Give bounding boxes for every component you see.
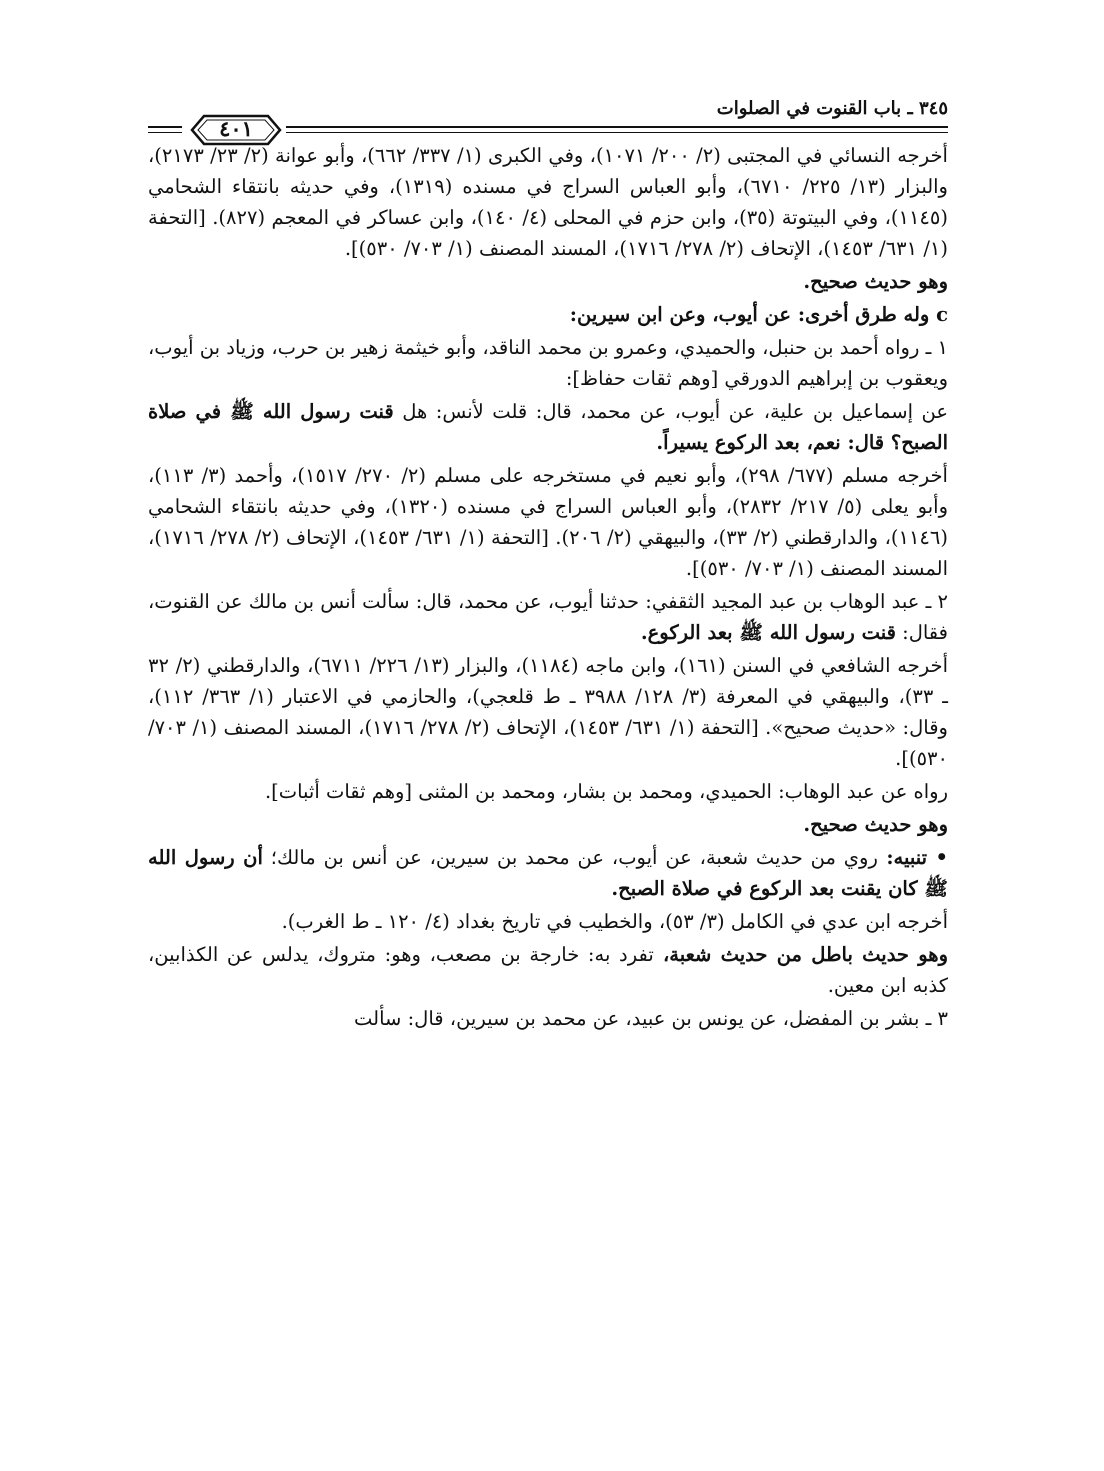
paragraph xyxy=(148,140,948,264)
header-rule xyxy=(286,126,948,128)
page-header xyxy=(148,92,948,142)
text: تفرد به: خارجة بن مصعب، وهو: متروك، يدلس عن الكذابين، كذبه ابن معين. xyxy=(148,943,948,997)
paragraph xyxy=(148,939,948,1001)
text: ١ ـ رواه أحمد بن حنبل، والحميدي، وعمرو بن محمد الناقد، وأبو خيثمة زهير بن حرب، وزياد بن أيوب، ويعقوب بن إبراهيم الدورقي [وهم ثقات حفاظ]: xyxy=(148,336,948,390)
paragraph xyxy=(148,266,948,297)
text: أخرجه النسائي في المجتبى (٢/ ٢٠٠/ ١٠٧١)، وفي الكبرى (١/ ٣٣٧/ ٦٦٢)، وأبو عوانة (٢/ ٢٣/ ٢١٧٣)، والبزار (١٣/ ٢٢٥/ ٦٧١٠)، وأبو العباس السراج في مسنده (١٣١٩)، وفي حديثه بانتقاء الشحامي (١١٤٥)، وفي البيتوتة (٣٥)، وابن حزم في المحلى (٤/ ١٤٠)، وابن عساكر في المعجم (٨٢٧). [التحفة (١/ ٦٣١/ ١٤٥٣)، الإتحاف (٢/ ٢٧٨/ ١٧١٦)، المسند المصنف (١/ ٧٠٣/ ٥٣٠)]. xyxy=(148,144,948,260)
header-rule xyxy=(148,132,182,133)
bold-text: وهو حديث باطل من حديث شعبة، xyxy=(653,943,948,966)
paragraph xyxy=(148,809,948,840)
header-rule xyxy=(286,132,948,133)
text: أخرجه مسلم (٦٧٧/ ٢٩٨)، وأبو نعيم في مستخرجه على مسلم (٢/ ٢٧٠/ ١٥١٧)، وأحمد (٣/ ١١٣)، وأبو يعلى (٥/ ٢١٧/ ٢٨٣٢)، وأبو العباس السراج في مسنده (١٣٢٠)، وفي حديثه بانتقاء الشحامي (١١٤٦)، والدارقطني (٢/ ٣٣)، والبيهقي (٢/ ٢٠٦). [التحفة (١/ ٦٣١/ ١٤٥٣)، الإتحاف (٢/ ٢٧٨/ ١٧١٦)، المسند المصنف (١/ ٧٠٣/ ٥٣٠)]. xyxy=(148,464,948,580)
bold-text: قنت رسول الله ﷺ بعد الركوع. xyxy=(640,621,896,644)
bold-text: • تنبيه: xyxy=(877,846,948,869)
header-rule xyxy=(148,126,182,128)
bold-text: وله طرق أخرى: عن أيوب، وعن ابن سيرين: xyxy=(569,303,930,326)
text: رواه عن عبد الوهاب: الحميدي، ومحمد بن بشار، ومحمد بن المثنى [وهم ثقات أثبات]. xyxy=(264,780,948,803)
running-title: ٣٤٥ ـ باب القنوت في الصلوات xyxy=(716,98,948,119)
paragraph xyxy=(148,396,948,458)
bold-text: c xyxy=(929,303,948,326)
paragraph xyxy=(148,1003,948,1034)
bold-text: وهو حديث صحيح. xyxy=(803,813,948,836)
text: أخرجه الشافعي في السنن (١٦١)، وابن ماجه (١١٨٤)، والبزار (١٣/ ٢٢٦/ ٦٧١١)، والدارقطني (٢/ ٣٢ ـ ٣٣)، والبيهقي في المعرفة (٣/ ١٢٨/ ٣٩٨٨ ـ ط قلعجي)، والحازمي في الاعتبار (١/ ٣٦٣/ ١١٢)، وقال: «حديث صحيح». [التحفة (١/ ٦٣١/ ١٤٥٣)، الإتحاف (٢/ ٢٧٨/ ١٧١٦)، المسند المصنف (١/ ٧٠٣/ ٥٣٠)]. xyxy=(148,654,948,770)
paragraph xyxy=(148,842,948,904)
paragraph xyxy=(148,650,948,774)
paragraph xyxy=(148,299,948,330)
text: ٢ ـ عبد الوهاب بن عبد المجيد الثقفي: حدثنا أيوب، عن محمد، قال: سألت أنس بن مالك عن القنوت، فقال: xyxy=(148,590,948,644)
text: روي من حديث شعبة، عن أيوب، عن محمد بن سيرين، عن أنس بن مالك؛ xyxy=(262,846,878,869)
bold-text: أن رسول الله ﷺ كان يقنت بعد الركوع في صلاة الصبح. xyxy=(148,846,948,900)
text: عن إسماعيل بن علية، عن أيوب، عن محمد، قال: قلت لأنس: هل xyxy=(393,400,949,423)
paragraph xyxy=(148,906,948,937)
paragraph xyxy=(148,332,948,394)
paragraph xyxy=(148,460,948,584)
text-body xyxy=(148,140,948,1034)
text: ٣ ـ بشر بن المفضل، عن يونس بن عبيد، عن محمد بن سيرين، قال: سألت xyxy=(354,1007,948,1030)
paragraph xyxy=(148,586,948,648)
paragraph xyxy=(148,776,948,807)
page-number: ٤٠١ xyxy=(219,116,253,141)
text: أخرجه ابن عدي في الكامل (٣/ ٥٣)، والخطيب في تاريخ بغداد (٤/ ١٢٠ ـ ط الغرب). xyxy=(281,910,948,933)
bold-text: قنت رسول الله ﷺ في صلاة الصبح؟ قال: نعم، بعد الركوع يسيراً. xyxy=(148,400,948,454)
bold-text: وهو حديث صحيح. xyxy=(803,270,948,293)
